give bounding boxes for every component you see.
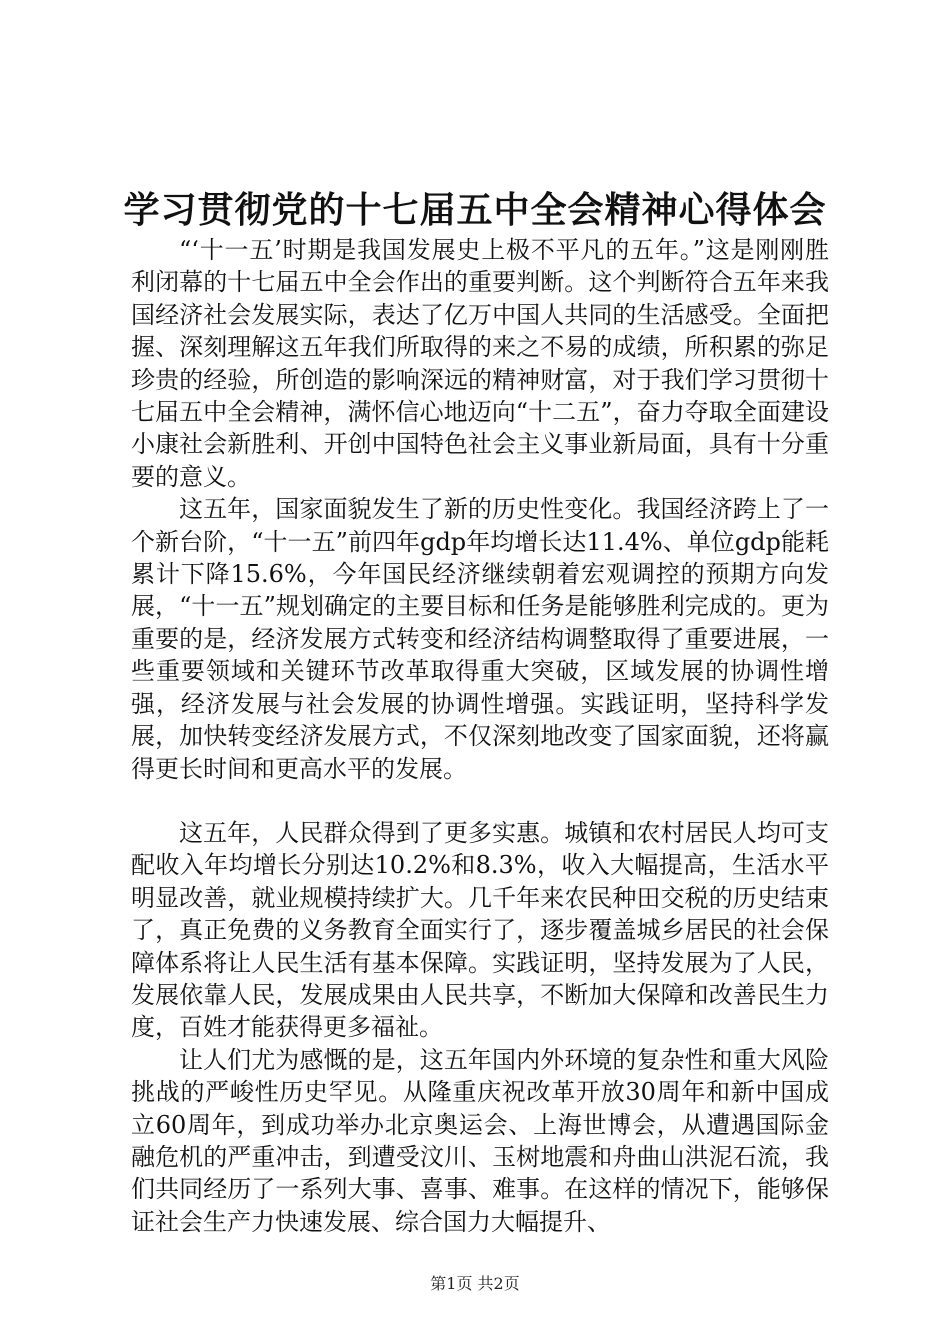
paragraph-3: 这五年，人民群众得到了更多实惠。城镇和农村居民人均可支配收入年均增长分别达10.2%和8.3%，收入大幅提高，生活水平明显改善，就业规模持续扩大。几千年来农民种田交税的历史结束了，真正免费的义务教育全面实行了，逐步覆盖城乡居民的社会保障体系将让人民生活有基本保障。实践证明，坚持发展为了人民，发展依靠人民，发展成果由人民共享，不断加大保障和改善民生力度，百姓才能获得更多福祉。 <box>131 818 829 1042</box>
paragraph-1: “‘十一五’时期是我国发展史上极不平凡的五年。”这是刚刚胜利闭幕的十七届五中全会作出的重要判断。这个判断符合五年来我国经济社会发展实际，表达了亿万中国人共同的生活感受。全面把握、深刻理解这五年我们所取得的来之不易的成绩，所积累的弥足珍贵的经验，所创造的影响深远的精神财富，对于我们学习贯彻十七届五中全会精神，满怀信心地迈向“十二五”，奋力夺取全面建设小康社会新胜利、开创中国特色社会主义事业新局面，具有十分重要的意义。 <box>131 236 829 491</box>
document-title: 学习贯彻党的十七届五中全会精神心得体会 <box>123 189 827 231</box>
paragraph-2: 这五年，国家面貌发生了新的历史性变化。我国经济跨上了一个新台阶，“十一五”前四年gdp年均增长达11.4%、单位gdp能耗累计下降15.6%，今年国民经济继续朝着宏观调控的预期方向发展，“十一五”规划确定的主要目标和任务是能够胜利完成的。更为重要的是，经济发展方式转变和经济结构调整取得了重要进展，一些重要领域和关键环节改革取得重大突破，区域发展的协调性增强，经济发展与社会发展的协调性增强。实践证明，坚持科学发展，加快转变经济发展方式，不仅深刻地改变了国家面貌，还将赢得更长时间和更高水平的发展。 <box>131 495 829 783</box>
document-body <box>131 234 829 1238</box>
page-footer: 第1页 共2页 <box>430 1274 520 1293</box>
paragraph-4: 让人们尤为感慨的是，这五年国内外环境的复杂性和重大风险挑战的严峻性历史罕见。从隆重庆祝改革开放30周年和新中国成立60周年，到成功举办北京奥运会、上海世博会，从遭遇国际金融危机的严重冲击，到遭受汶川、玉树地震和舟曲山洪泥石流，我们共同经历了一系列大事、喜事、难事。在这样的情况下，能够保证社会生产力快速发展、综合国力大幅提升、 <box>131 1045 829 1236</box>
